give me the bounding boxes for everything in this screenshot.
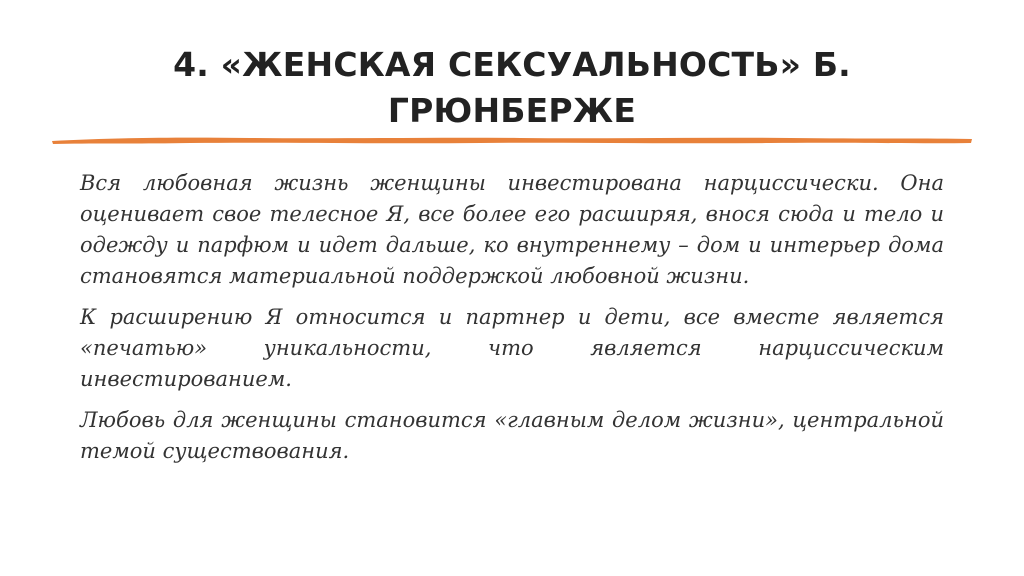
- slide-body: [80, 168, 944, 477]
- body-paragraph-1: Вся любовная жизнь женщины инвестирована нарциссически. Она оценивает свое телесное Я, все более его расширяя, внося сюда и тело и одежду и парфюм и идет дальше, ко внутреннему – дом и интерьер дома становятся материальной поддержкой любовной жизни.: [80, 171, 944, 288]
- brush-stroke-path: [52, 138, 972, 144]
- body-paragraph-3: Любовь для женщины становится «главным делом жизни», центральной темой существования.: [80, 408, 944, 463]
- slide-title: [60, 42, 964, 134]
- body-paragraph-2: К расширению Я относится и партнер и дети, все вместе является «печатью» уникальности, что является нарциссическим инвестированием.: [80, 305, 944, 391]
- title-underline-brush-stroke: [50, 132, 974, 148]
- slide-title-line-2: ГРЮНБЕРЖЕ: [387, 91, 637, 130]
- slide-title-line-1: 4. «ЖЕНСКАЯ СЕКСУАЛЬНОСТЬ» Б.: [173, 45, 851, 84]
